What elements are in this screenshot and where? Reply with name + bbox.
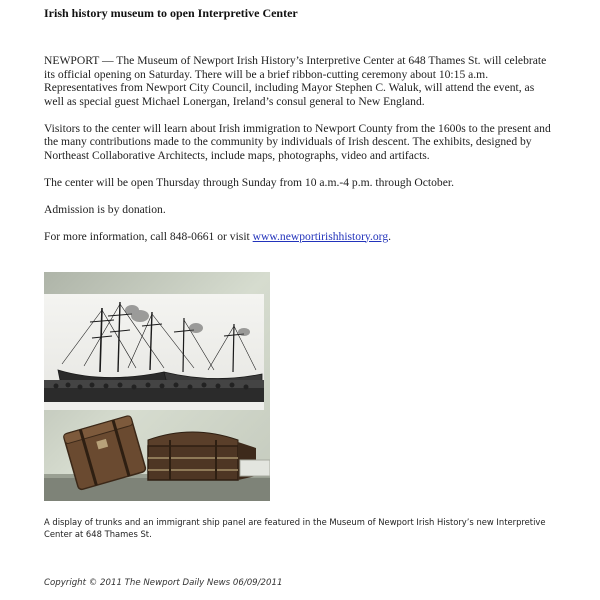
contact-prefix: For more information, call 848-0661 or visit: [44, 229, 253, 243]
article-body: [44, 54, 556, 257]
copyright-line: Copyright © 2011 The Newport Daily News 06/09/2011: [44, 578, 283, 588]
article-paragraph: The center will be open Thursday through Sunday from 10 a.m.-4 p.m. through October.: [44, 175, 454, 189]
photo-caption: A display of trunks and an immigrant ship panel are featured in the Museum of Newport Irish History’s new Interpretive Center at 648 Thames St.: [44, 517, 546, 539]
website-link[interactable]: www.newportirishhistory.org: [252, 229, 389, 243]
contact-paragraph: [44, 230, 556, 244]
article-headline: Irish history museum to open Interpretive Center: [44, 6, 298, 20]
article-paragraph: Admission is by donation.: [44, 202, 166, 216]
article-paragraph: NEWPORT — The Museum of Newport Irish History’s Interpretive Center at 648 Thames St. will celebrate its official opening on Saturday. There will be a brief ribbon-cutting ceremony about 10:15 a.m. Representatives from Newport City Council, including Mayor Stephen C. Waluk, will attend the event, as well as special guest Michael Lonergan, Ireland’s consul general to New England.: [44, 54, 547, 108]
contact-suffix: .: [388, 229, 392, 243]
crowd: [44, 380, 264, 402]
radiator: [240, 460, 270, 476]
article-paragraph: Visitors to the center will learn about Irish immigration to Newport County from the 1600s to the present and the many contributions made to the community by individuals of Irish descent. The exhibits, designed by Northeast Collaborative Architects, include maps, photographs, video and artifacts.: [44, 121, 551, 162]
article-photo: [44, 272, 270, 501]
